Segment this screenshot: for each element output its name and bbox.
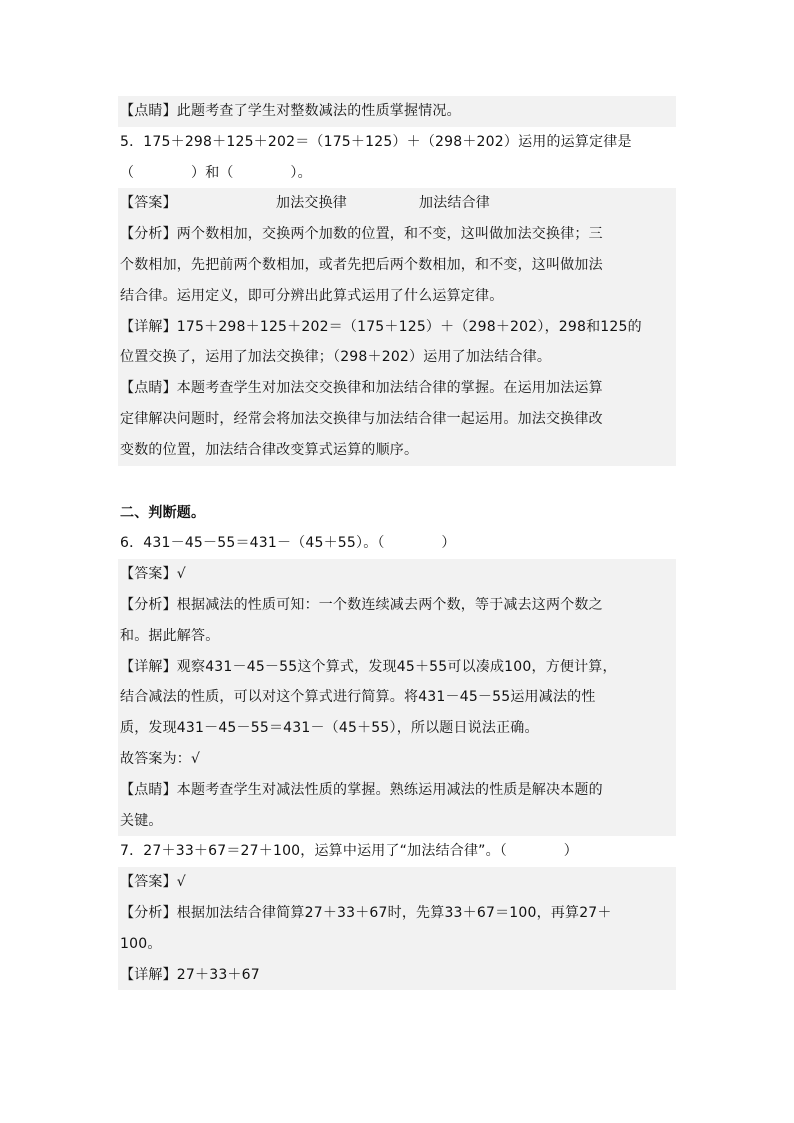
q6-question: 6．431－45－55＝431－（45＋55）。（ ） bbox=[120, 535, 456, 552]
q6-review-1: 【点睛】本题考查学生对减法性质的掌握。熟练运用减法的性质是解决本题的 bbox=[118, 775, 676, 806]
q6-answer: 【答案】√ bbox=[118, 559, 676, 590]
q6-detail-1: 【详解】观察431－45－55这个算式，发现45＋55可以凑成100，方便计算， bbox=[118, 652, 676, 683]
document-page bbox=[118, 96, 676, 990]
q5-detail-2: 位置交换了，运用了加法交换律；（298＋202）运用了加法结合律。 bbox=[118, 342, 676, 373]
q5-review-2: 定律解决问题时，经常会将加法交换律与加法结合律一起运用。加法交换律改 bbox=[118, 404, 676, 435]
answer-2: 加法结合律 bbox=[419, 195, 490, 212]
q7-analysis-2: 100。 bbox=[118, 929, 676, 960]
q5-review-1: 【点睛】本题考查学生对加法交交换律和加法结合律的掌握。在运用加法运算 bbox=[118, 373, 676, 404]
q5-review-3: 变数的位置，加法结合律改变算式运算的顺序。 bbox=[118, 435, 676, 466]
q7-analysis-1: 【分析】根据加法结合律简算27＋33＋67时，先算33＋67＝100，再算27＋ bbox=[118, 898, 676, 929]
q5-blanks: （ ）和（ ）。 bbox=[120, 164, 312, 181]
q6-analysis-1: 【分析】根据减法的性质可知：一个数连续减去两个数，等于减去这两个数之 bbox=[118, 590, 676, 621]
q5-detail-1: 【详解】175＋298＋125＋202＝（175＋125）＋（298＋202），298和125的 bbox=[118, 312, 676, 343]
q5-question: 5．175＋298＋125＋202＝（175＋125）＋（298＋202）运用的运算定律是 bbox=[120, 133, 632, 150]
q7-question: 7．27＋33＋67＝27＋100，运算中运用了“加法结合律”。（ ） bbox=[120, 843, 578, 860]
q5-analysis-3: 结合律。运用定义，即可分辨出此算式运用了什么运算定律。 bbox=[118, 281, 676, 312]
q6-analysis-2: 和。据此解答。 bbox=[118, 621, 676, 652]
q7-detail-1: 【详解】27＋33＋67 bbox=[118, 960, 676, 991]
q6-detail-2: 结合减法的性质，可以对这个算式进行简算。将431－45－55运用减法的性 bbox=[118, 682, 676, 713]
q6-detail-3: 质，发现431－45－55＝431－（45＋55），所以题日说法正确。 bbox=[118, 713, 676, 744]
q7-answer: 【答案】√ bbox=[118, 867, 676, 898]
q6-final: 故答案为：√ bbox=[118, 744, 676, 775]
answer-label: 【答案】 bbox=[120, 195, 177, 212]
q5-analysis-2: 个数相加，先把前两个数相加，或者先把后两个数相加，和不变，这叫做加法 bbox=[118, 250, 676, 281]
q4-review: 【点睛】此题考查了学生对整数减法的性质掌握情况。 bbox=[118, 96, 676, 127]
section-title: 二、判断题。 bbox=[120, 504, 206, 521]
answer-1: 加法交换律 bbox=[276, 195, 347, 212]
q6-review-2: 关键。 bbox=[118, 806, 676, 837]
q5-analysis-1: 【分析】两个数相加，交换两个加数的位置，和不变，这叫做加法交换律；三 bbox=[118, 219, 676, 250]
q5-answer bbox=[118, 188, 676, 219]
